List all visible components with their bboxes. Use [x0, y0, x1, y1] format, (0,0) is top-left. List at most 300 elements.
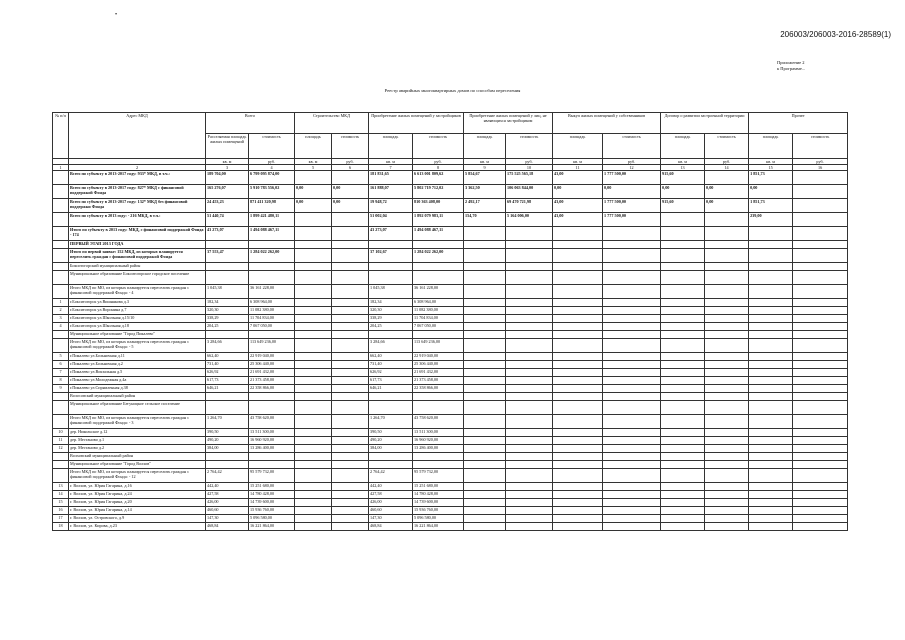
column-number: 1: [53, 165, 69, 171]
row-value: [661, 299, 705, 307]
row-value: 14 739 600,00: [413, 499, 464, 507]
row-value: 43 758 620,00: [249, 415, 295, 429]
header-group: Приобретение жилых помещений у лиц, не являющихся застройщиком: [464, 113, 553, 134]
row-value: [603, 499, 661, 507]
row-value: 1 892 079 983,11: [413, 213, 464, 227]
row-address: Итого МКД по МО, из которых планируется переселить граждан с финансовой поддержкой Фонда: - 5: [69, 339, 206, 353]
row-value: [464, 377, 506, 385]
row-value: 384,00: [369, 445, 413, 453]
row-value: [705, 249, 749, 263]
row-value: [369, 453, 413, 461]
row-value: [749, 331, 793, 339]
row-value: [332, 429, 369, 437]
row-value: [206, 461, 249, 469]
row-value: [553, 437, 603, 445]
row-value: [705, 415, 749, 429]
row-value: 5 096 580,00: [249, 515, 295, 523]
row-value: [506, 263, 553, 271]
row-value: [793, 199, 848, 213]
row-value: [464, 393, 506, 401]
table-body: [53, 113, 848, 531]
row-value: [332, 393, 369, 401]
row-value: 25 306 440,00: [413, 361, 464, 369]
row-value: 617,73: [206, 377, 249, 385]
table-row: [53, 369, 848, 377]
row-value: [661, 429, 705, 437]
row-value: 13 511 300,00: [249, 429, 295, 437]
row-value: 15 251 680,00: [249, 483, 295, 491]
row-value: [295, 377, 332, 385]
row-value: [661, 499, 705, 507]
row-address: г.Пикалево ул.Молодежная д.4а: [69, 377, 206, 385]
row-value: [506, 361, 553, 369]
row-address: ПЕРВЫЙ ЭТАП 2013 ГОДА: [69, 241, 206, 249]
row-value: [749, 453, 793, 461]
row-value: [249, 453, 295, 461]
row-value: [705, 285, 749, 299]
row-value: [464, 361, 506, 369]
row-value: [332, 263, 369, 271]
row-value: [295, 429, 332, 437]
row-value: [464, 429, 506, 437]
row-value: [464, 445, 506, 453]
row-value: [506, 445, 553, 453]
row-address: дер. Местаново д.1: [69, 437, 206, 445]
row-value: [661, 307, 705, 315]
row-value: [206, 401, 249, 415]
row-address: Всего по субъекту в 2013-2017 году: 132* МКД без финансовой поддержки Фонда: [69, 199, 206, 213]
row-value: [603, 415, 661, 429]
row-value: [295, 507, 332, 515]
row-value: 14 780 428,00: [249, 491, 295, 499]
row-value: [413, 271, 464, 285]
row-value: [295, 227, 332, 241]
row-value: [553, 461, 603, 469]
row-value: [661, 453, 705, 461]
row-value: [749, 515, 793, 523]
row-value: [295, 171, 332, 185]
row-value: [553, 445, 603, 453]
row-value: [332, 353, 369, 361]
row-value: 1 899 421 480,11: [249, 213, 295, 227]
row-value: [603, 315, 661, 323]
row-value: 0,00: [603, 185, 661, 199]
row-value: 6 613 001 809,62: [413, 171, 464, 185]
row-value: [793, 299, 848, 307]
row-value: [749, 263, 793, 271]
row-address: Итого по субъекту в 2013 году: МКД, с финансовой поддержкой Фонда - 174: [69, 227, 206, 241]
row-value: [705, 453, 749, 461]
row-value: 13 286 400,00: [249, 445, 295, 453]
row-value: 0,00: [749, 185, 793, 199]
row-value: 1 494 088 467,11: [413, 227, 464, 241]
row-number: [53, 199, 69, 213]
row-value: [506, 507, 553, 515]
row-value: [661, 369, 705, 377]
row-value: [295, 461, 332, 469]
row-value: [506, 307, 553, 315]
row-value: 442,40: [369, 483, 413, 491]
row-value: [793, 369, 848, 377]
row-value: [369, 271, 413, 285]
row-value: [705, 171, 749, 185]
row-value: 43,00: [553, 171, 603, 185]
row-value: [295, 331, 332, 339]
row-value: [661, 361, 705, 369]
row-value: [206, 271, 249, 285]
row-value: [661, 249, 705, 263]
row-value: [206, 393, 249, 401]
table-row: [53, 339, 848, 353]
row-value: [749, 299, 793, 307]
row-value: [705, 461, 749, 469]
row-value: 37 553,47: [206, 249, 249, 263]
row-value: [332, 315, 369, 323]
column-number: 11: [553, 165, 603, 171]
row-value: [749, 249, 793, 263]
row-value: [603, 249, 661, 263]
row-value: 11 082 380,00: [249, 307, 295, 315]
row-value: 6 799 095 874,00: [249, 171, 295, 185]
column-number: 3: [206, 165, 249, 171]
row-value: [749, 339, 793, 353]
row-address: г.Пикалево ул.Спрямленная д.38: [69, 385, 206, 393]
row-value: 161 888,07: [369, 185, 413, 199]
row-value: [332, 415, 369, 429]
row-value: [603, 385, 661, 393]
row-value: [603, 377, 661, 385]
row-value: 1 045,38: [206, 285, 249, 299]
row-value: [793, 393, 848, 401]
row-value: [553, 453, 603, 461]
row-value: [464, 263, 506, 271]
header-group: Выкуп жилых помещений у собственников: [553, 113, 661, 134]
row-value: [705, 401, 749, 415]
row-value: [553, 523, 603, 531]
units-cell: кв. м: [661, 159, 705, 165]
row-value: [603, 523, 661, 531]
row-number: [53, 213, 69, 227]
row-value: [793, 515, 848, 523]
header-group: Строительство МКД: [295, 113, 369, 134]
row-value: 13 511 300,00: [413, 429, 464, 437]
row-value: 239,00: [749, 213, 793, 227]
row-value: [661, 445, 705, 453]
row-value: [793, 249, 848, 263]
row-value: [705, 523, 749, 531]
row-value: 426,00: [369, 499, 413, 507]
row-value: [506, 271, 553, 285]
row-value: [332, 515, 369, 523]
row-value: [464, 507, 506, 515]
row-value: [793, 523, 848, 531]
header-sub: Расселяемая площадь жилых помещений: [206, 134, 249, 159]
row-value: [661, 263, 705, 271]
row-value: [603, 227, 661, 241]
table-row: [53, 353, 848, 361]
row-address: г.Бокситогорск ул.Вишнякова д.3: [69, 299, 206, 307]
row-value: [705, 393, 749, 401]
row-value: 427,58: [206, 491, 249, 499]
table-row: [53, 263, 848, 271]
row-value: [603, 445, 661, 453]
row-value: 11 082 380,00: [413, 307, 464, 315]
row-value: [553, 361, 603, 369]
row-value: 43 273,07: [369, 227, 413, 241]
row-value: 662,40: [369, 353, 413, 361]
row-value: 442,40: [206, 483, 249, 491]
row-value: [749, 271, 793, 285]
row-value: [332, 461, 369, 469]
row-value: 3 284,66: [369, 339, 413, 353]
row-value: [603, 369, 661, 377]
row-value: [705, 499, 749, 507]
row-value: [506, 369, 553, 377]
table-row: [53, 437, 848, 445]
row-value: [369, 241, 413, 249]
header-sub: площадь: [369, 134, 413, 159]
row-address: дер. Никольское д.12: [69, 429, 206, 437]
row-value: [506, 453, 553, 461]
table-row: [53, 361, 848, 369]
row-value: 810 363 408,00: [413, 199, 464, 213]
column-number: 2: [69, 165, 206, 171]
row-value: [661, 315, 705, 323]
row-value: [661, 437, 705, 445]
row-value: [553, 271, 603, 285]
row-address: г. Волхов, ул. Кирова, д.23: [69, 523, 206, 531]
row-value: 460,60: [206, 507, 249, 515]
row-value: 21 691 432,00: [249, 369, 295, 377]
row-value: [793, 323, 848, 331]
row-value: 1 851,73: [749, 199, 793, 213]
row-address: Итого по первой заявке: 152 МКД, из которых планируется переселить граждан с финансовой поддержкой Фонда: [69, 249, 206, 263]
row-value: [553, 353, 603, 361]
header-sub: стоимость: [413, 134, 464, 159]
row-value: 6 308 964,00: [413, 299, 464, 307]
row-value: [793, 263, 848, 271]
row-address: г.Бокситогорск ул.Воронина д.7: [69, 307, 206, 315]
row-value: [464, 469, 506, 483]
row-value: [369, 331, 413, 339]
row-value: [506, 415, 553, 429]
row-value: 16 960 920,00: [249, 437, 295, 445]
row-value: 1 777 500,00: [603, 199, 661, 213]
table-row: [53, 227, 848, 241]
row-value: [464, 461, 506, 469]
row-value: 95 579 732,00: [413, 469, 464, 483]
row-value: [506, 515, 553, 523]
row-value: [749, 385, 793, 393]
row-value: 189 704,00: [206, 171, 249, 185]
row-value: [464, 353, 506, 361]
row-address: Всего по субъекту в 2013-2017 году: 933* МКД, в т.ч.:: [69, 171, 206, 185]
row-value: [464, 453, 506, 461]
row-value: 427,58: [369, 491, 413, 499]
row-value: [553, 385, 603, 393]
row-value: [793, 483, 848, 491]
row-value: [369, 461, 413, 469]
row-value: [464, 491, 506, 499]
row-value: 7 067 050,00: [413, 323, 464, 331]
row-number: 4: [53, 323, 69, 331]
row-value: [705, 299, 749, 307]
table-row: [53, 515, 848, 523]
row-value: [295, 453, 332, 461]
row-value: [295, 469, 332, 483]
row-value: [464, 323, 506, 331]
row-number: [53, 469, 69, 483]
appendix-line: к Программе...: [777, 66, 806, 71]
row-address: г. Волхов, ул. Юрия Гагарина, д.16: [69, 483, 206, 491]
row-value: [749, 491, 793, 499]
row-value: [793, 453, 848, 461]
row-value: [793, 285, 848, 299]
row-value: [793, 307, 848, 315]
row-value: [206, 331, 249, 339]
table-row: [53, 185, 848, 199]
row-value: [506, 429, 553, 437]
row-value: 22 919 040,00: [413, 353, 464, 361]
row-value: 181 831,65: [369, 171, 413, 185]
row-value: 338,29: [369, 315, 413, 323]
row-value: 662,40: [206, 353, 249, 361]
table-row: [53, 323, 848, 331]
row-value: [793, 339, 848, 353]
row-value: 468,84: [206, 523, 249, 531]
row-value: [506, 401, 553, 415]
row-value: [705, 469, 749, 483]
row-value: [464, 285, 506, 299]
row-value: 5 096 580,00: [413, 515, 464, 523]
row-number: 6: [53, 361, 69, 369]
row-value: 204,25: [369, 323, 413, 331]
table-row: [53, 249, 848, 263]
row-value: [749, 285, 793, 299]
units-cell: руб.: [705, 159, 749, 165]
row-value: [661, 353, 705, 361]
row-value: [295, 315, 332, 323]
row-value: [332, 377, 369, 385]
row-value: [603, 453, 661, 461]
row-value: [206, 453, 249, 461]
row-value: [705, 507, 749, 515]
table-row: [53, 241, 848, 249]
row-value: 15 936 760,00: [249, 507, 295, 515]
header-group: Всего: [206, 113, 295, 134]
row-value: [295, 369, 332, 377]
row-value: [464, 483, 506, 491]
row-value: [603, 461, 661, 469]
row-value: 871 411 320,98: [249, 199, 295, 213]
row-value: [661, 415, 705, 429]
row-value: [506, 299, 553, 307]
row-value: [749, 361, 793, 369]
row-value: [295, 213, 332, 227]
row-value: [661, 213, 705, 227]
row-value: [506, 331, 553, 339]
row-value: [249, 241, 295, 249]
row-value: [749, 461, 793, 469]
row-value: [332, 483, 369, 491]
row-value: [553, 491, 603, 499]
row-value: [705, 263, 749, 271]
row-value: [661, 241, 705, 249]
row-address: Итого МКД по МО, из которых планируется переселить граждан с финансовой поддержкой Фонда: - 12: [69, 469, 206, 483]
column-number: 6: [332, 165, 369, 171]
row-value: 15 936 760,00: [413, 507, 464, 515]
row-value: [295, 437, 332, 445]
row-number: [53, 461, 69, 469]
row-value: [332, 213, 369, 227]
row-value: [603, 263, 661, 271]
row-value: [506, 385, 553, 393]
row-value: 0,00: [553, 185, 603, 199]
row-value: [464, 227, 506, 241]
row-value: [295, 249, 332, 263]
row-number: [53, 185, 69, 199]
row-value: [749, 437, 793, 445]
row-value: 22 358 866,00: [413, 385, 464, 393]
row-value: [793, 271, 848, 285]
row-value: [553, 377, 603, 385]
units-cell: руб.: [332, 159, 369, 165]
row-value: [332, 241, 369, 249]
column-number: 8: [413, 165, 464, 171]
row-value: [749, 469, 793, 483]
row-value: [506, 393, 553, 401]
row-value: [705, 353, 749, 361]
row-address: Бокситогорский муниципальный район: [69, 263, 206, 271]
row-address: Волосовский муниципальный район: [69, 393, 206, 401]
row-value: [553, 315, 603, 323]
row-value: [793, 437, 848, 445]
row-value: [332, 285, 369, 299]
row-value: 2 492,17: [464, 199, 506, 213]
row-value: 165 276,07: [206, 185, 249, 199]
row-value: [793, 469, 848, 483]
row-address: дер. Местаново д.2: [69, 445, 206, 453]
table-row: [53, 213, 848, 227]
table-row: [53, 469, 848, 483]
row-number: [53, 339, 69, 353]
row-value: 915,60: [661, 171, 705, 185]
row-value: [464, 385, 506, 393]
row-value: 16 221 864,00: [413, 523, 464, 531]
units-cell: кв. м: [206, 159, 249, 165]
table-row: [53, 453, 848, 461]
row-value: 7 067 050,00: [249, 323, 295, 331]
row-address: г.Пикалево ул.Вокзальная д.5: [69, 369, 206, 377]
row-number: [53, 241, 69, 249]
row-value: [464, 271, 506, 285]
row-value: [705, 315, 749, 323]
row-value: [705, 491, 749, 499]
row-number: [53, 453, 69, 461]
row-number: 2: [53, 307, 69, 315]
row-value: [332, 249, 369, 263]
document-id: 206003/206003-2016-28589(1): [780, 30, 891, 39]
row-value: [793, 331, 848, 339]
row-value: [464, 437, 506, 445]
row-value: [793, 315, 848, 323]
row-value: [793, 171, 848, 185]
row-address: г. Волхов, ул. Юрия Гагарина, д.14: [69, 507, 206, 515]
row-value: [464, 401, 506, 415]
row-value: 0,00: [705, 185, 749, 199]
table-row: [53, 199, 848, 213]
row-value: 204,25: [206, 323, 249, 331]
